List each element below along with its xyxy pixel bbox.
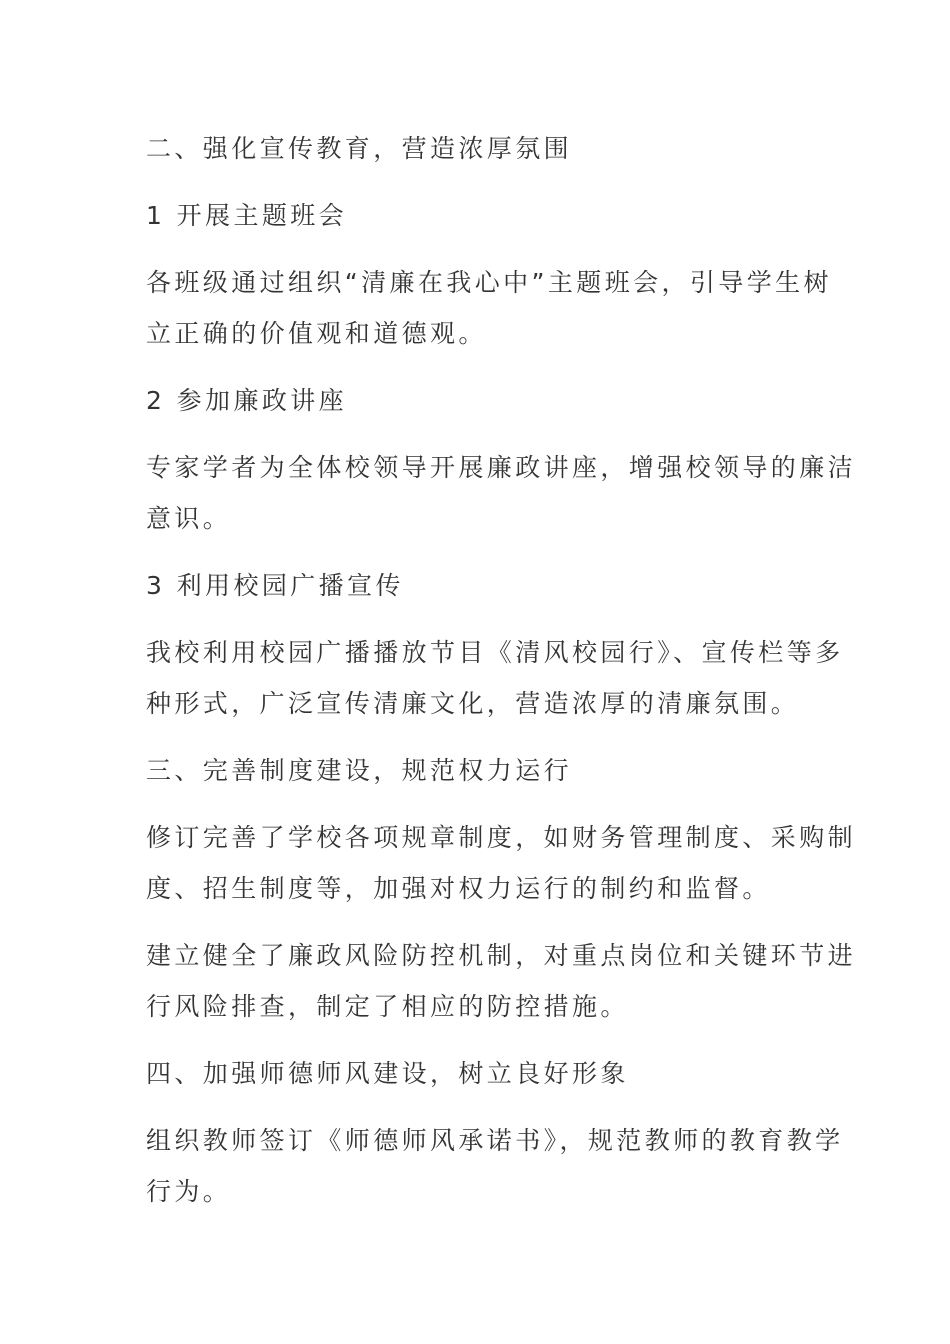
paragraph-line: 度、招生制度等，加强对权力运行的制约和监督。 (146, 874, 771, 903)
paragraph-line: 立正确的价值观和道德观。 (146, 319, 487, 348)
section-heading: 四、加强师德师风建设，树立良好形象 (146, 1059, 629, 1088)
paragraph-line: 行为。 (146, 1177, 232, 1206)
subsection-heading: 2 参加廉政讲座 (146, 386, 348, 415)
section-heading: 三、完善制度建设，规范权力运行 (146, 756, 573, 785)
subsection-heading: 3 利用校园广播宣传 (146, 571, 404, 600)
paragraph-line: 行风险排查，制定了相应的防控措施。 (146, 992, 629, 1021)
paragraph-line: 种形式，广泛宣传清廉文化，营造浓厚的清廉氛围。 (146, 689, 800, 718)
paragraph-line: 组织教师签订《师德师风承诺书》，规范教师的教育教学 (146, 1126, 844, 1155)
paragraph-line: 专家学者为全体校领导开展廉政讲座，增强校领导的廉洁 (146, 453, 857, 482)
paragraph-line: 我校利用校园广播播放节目《清风校园行》、宣传栏等多 (146, 638, 844, 667)
paragraph-line: 建立健全了廉政风险防控机制，对重点岗位和关键环节进 (146, 941, 857, 970)
subsection-heading: 1 开展主题班会 (146, 201, 348, 230)
section-heading: 二、强化宣传教育，营造浓厚氛围 (146, 134, 573, 163)
paragraph-line: 意识。 (146, 504, 232, 533)
paragraph-line: 各班级通过组织“清廉在我心中”主题班会，引导学生树 (146, 268, 832, 297)
paragraph-line: 修订完善了学校各项规章制度，如财务管理制度、采购制 (146, 823, 857, 852)
